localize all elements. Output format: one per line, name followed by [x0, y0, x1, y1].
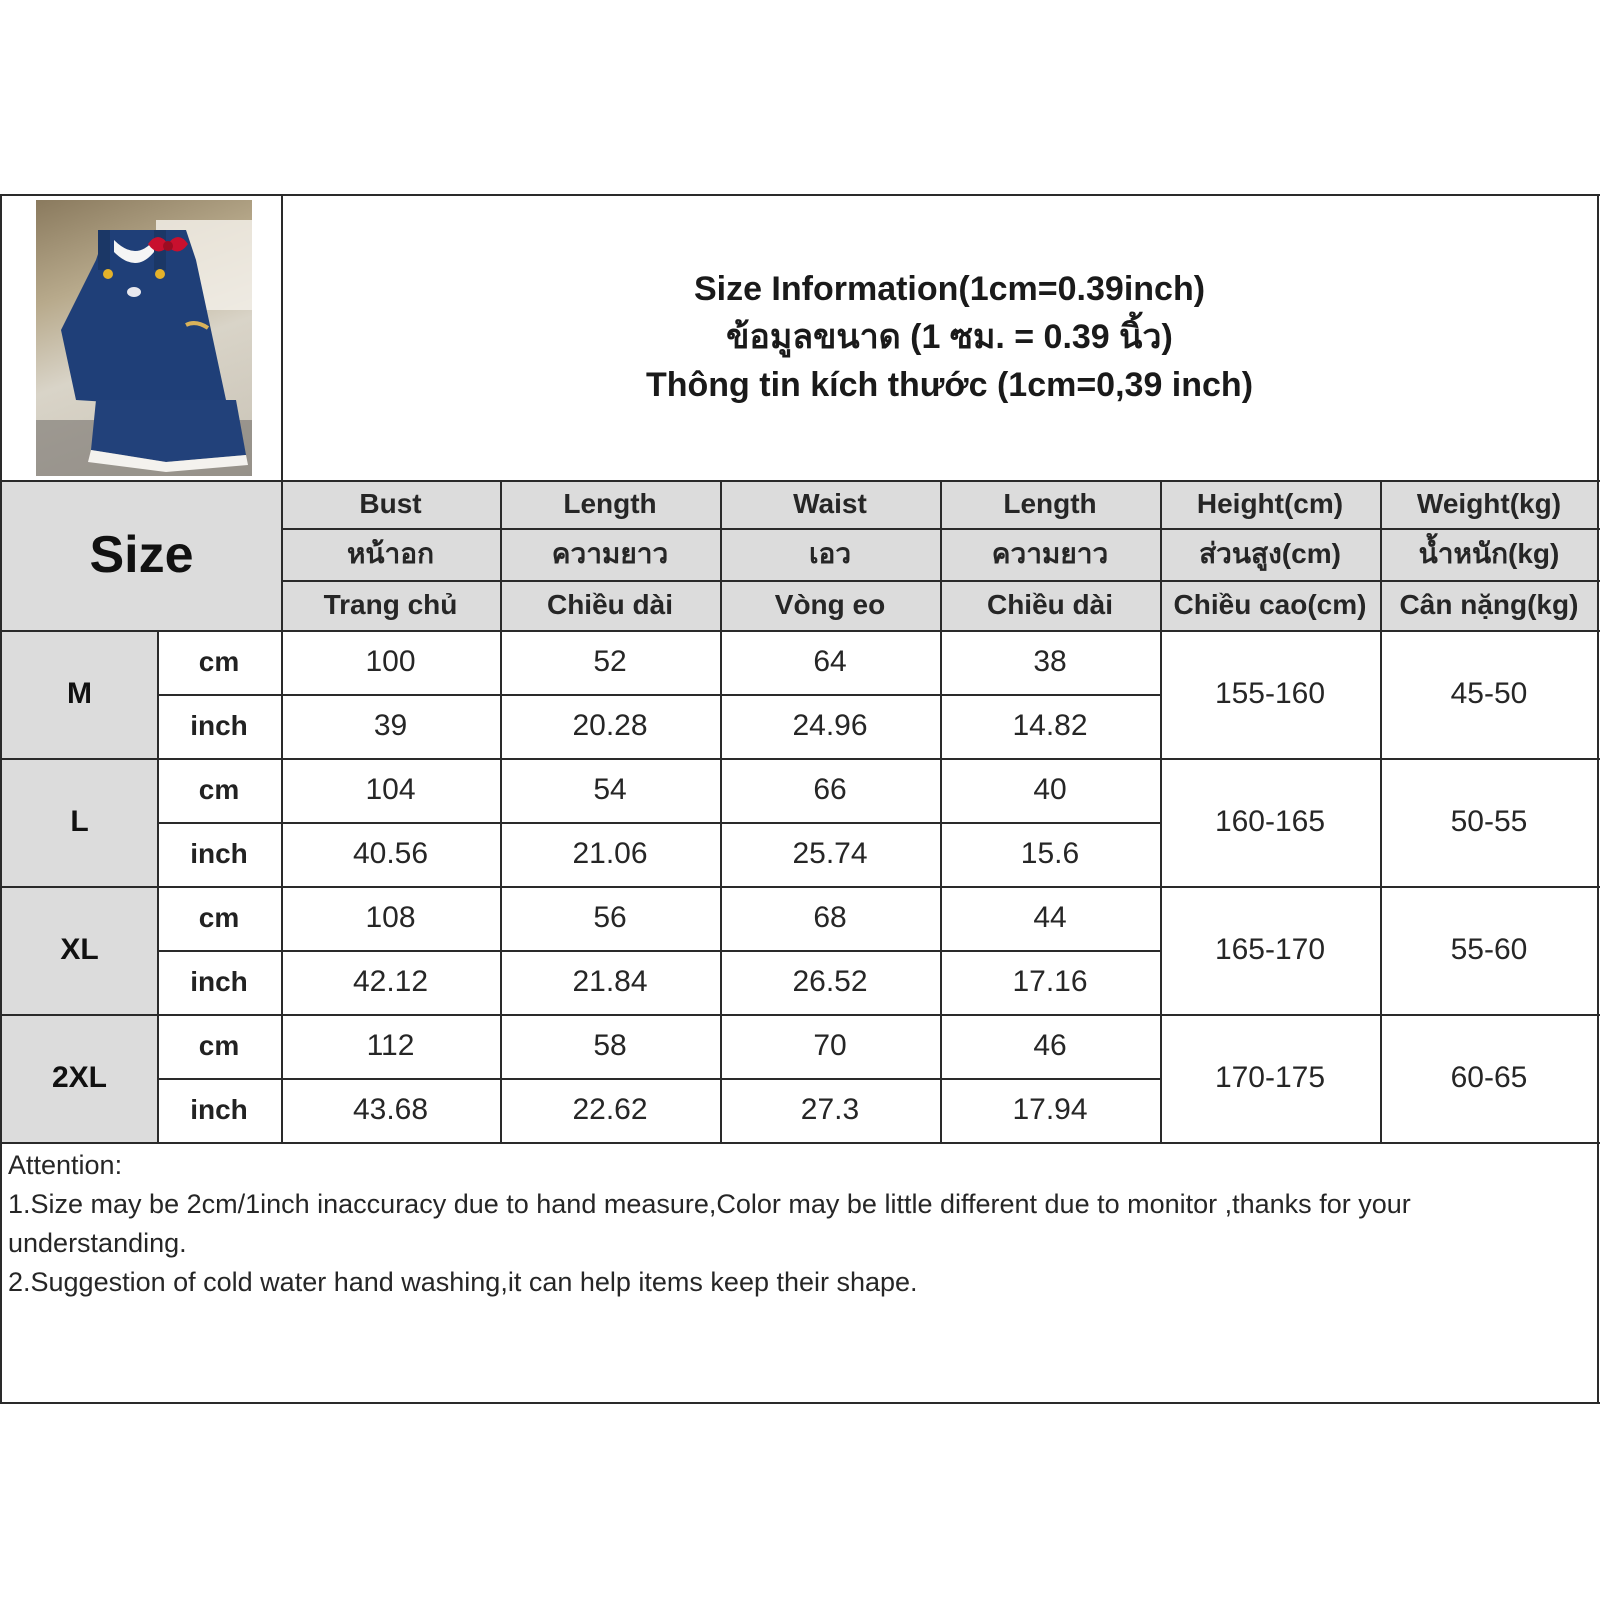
unit-inch: inch [190, 1094, 248, 1125]
size-header: Size [89, 526, 194, 584]
inch-value: 15.6 [1020, 837, 1080, 870]
grid-vline [720, 480, 722, 1142]
grid-vline [940, 480, 942, 1142]
cm-value: 46 [1033, 1029, 1067, 1062]
grid-hline [0, 630, 1600, 632]
column-header-4-th: ความยาว [940, 528, 1160, 580]
grid-hline [0, 1402, 1600, 1404]
column-header-4-vi: Chiều dài [940, 580, 1160, 630]
inch-value: 27.3 [800, 1093, 860, 1126]
weight-range: 60-65 [1450, 1061, 1528, 1094]
grid-hline [157, 1078, 1160, 1080]
grid-vline [0, 194, 2, 1404]
inch-value: 21.06 [572, 837, 648, 870]
note-1: 1.Size may be 2cm/1inch inaccuracy due to hand measure,Color may be little different due to monitor ,thanks for your understanding. [8, 1189, 1411, 1258]
cm-value: 38 [1033, 645, 1067, 678]
inch-value: 24.96 [792, 709, 868, 742]
cm-value: 68 [813, 901, 847, 934]
cm-value: 52 [593, 645, 627, 678]
inch-value: 43.68 [352, 1093, 429, 1126]
inch-value: 22.62 [572, 1093, 648, 1126]
grid-vline [157, 630, 159, 1142]
column-header-5-vi: Chiều cao(cm) [1160, 580, 1380, 630]
column-header-2-en: Length [500, 480, 720, 528]
column-header-5-en: Height(cm) [1160, 480, 1380, 528]
inch-value: 26.52 [792, 965, 868, 998]
cm-value: 54 [593, 773, 627, 806]
cm-value: 108 [365, 901, 416, 934]
column-header-4-en: Length [940, 480, 1160, 528]
inch-value: 14.82 [1012, 709, 1088, 742]
grid-hline [0, 1142, 1600, 1144]
cm-value: 70 [813, 1029, 847, 1062]
unit-cm: cm [198, 1030, 240, 1061]
cm-value: 44 [1033, 901, 1067, 934]
grid-vline [281, 194, 283, 1142]
dress-illustration [36, 200, 252, 476]
inch-value: 40.56 [352, 837, 429, 870]
grid-vline [1380, 480, 1382, 1142]
weight-range: 45-50 [1450, 677, 1528, 710]
cm-value: 56 [593, 901, 627, 934]
size-chart [0, 194, 1600, 1404]
title-vietnamese: Thông tin kích thước (1cm=0,39 inch) [645, 366, 1254, 404]
column-header-1-vi: Trang chủ [281, 580, 500, 630]
unit-cm: cm [198, 646, 240, 677]
inch-value: 21.84 [572, 965, 648, 998]
grid-vline [1597, 194, 1599, 1404]
grid-hline [157, 950, 1160, 952]
size-L: L [2, 758, 157, 886]
title-english: Size Information(1cm=0.39inch) [693, 270, 1206, 308]
grid-hline [0, 758, 1600, 760]
grid-hline [157, 822, 1160, 824]
grid-vline [1160, 480, 1162, 1142]
column-header-1-th: หน้าอก [281, 528, 500, 580]
grid-hline [0, 194, 1600, 196]
grid-hline [157, 694, 1160, 696]
column-header-3-en: Waist [720, 480, 940, 528]
cm-value: 104 [365, 773, 416, 806]
note-2: 2.Suggestion of cold water hand washing,it can help items keep their shape. [8, 1267, 918, 1297]
inch-value: 25.74 [792, 837, 868, 870]
grid-hline [0, 480, 1600, 482]
grid-vline [500, 480, 502, 1142]
height-range: 170-175 [1214, 1061, 1326, 1094]
size-2XL: 2XL [2, 1014, 157, 1142]
cm-value: 112 [366, 1029, 415, 1062]
grid-hline [0, 1014, 1600, 1016]
cm-value: 40 [1033, 773, 1067, 806]
cm-value: 64 [813, 645, 847, 678]
cm-value: 100 [365, 645, 416, 678]
size-header-cell [2, 480, 281, 630]
unit-inch: inch [190, 710, 248, 741]
column-header-5-th: ส่วนสูง(cm) [1160, 528, 1380, 580]
size-XL: XL [2, 886, 157, 1014]
unit-inch: inch [190, 838, 248, 869]
inch-value: 17.94 [1012, 1093, 1088, 1126]
column-header-6-en: Weight(kg) [1380, 480, 1598, 528]
attention-notes [8, 1146, 1593, 1302]
height-range: 155-160 [1214, 677, 1326, 710]
title-block [281, 194, 1598, 480]
column-header-1-en: Bust [281, 480, 500, 528]
grid-hline [0, 886, 1600, 888]
inch-value: 42.12 [352, 965, 429, 998]
notes-heading: Attention: [8, 1150, 123, 1180]
photo-cell [2, 194, 281, 480]
size-M: M [2, 630, 157, 758]
column-header-6-vi: Cân nặng(kg) [1380, 580, 1598, 630]
height-range: 160-165 [1214, 805, 1326, 838]
column-header-2-th: ความยาว [500, 528, 720, 580]
inch-value: 17.16 [1012, 965, 1088, 998]
height-range: 165-170 [1214, 933, 1326, 966]
weight-range: 55-60 [1450, 933, 1528, 966]
product-photo [36, 200, 252, 476]
unit-cm: cm [198, 902, 240, 933]
column-header-6-th: น้ำหนัก(kg) [1380, 528, 1598, 580]
column-header-2-vi: Chiều dài [500, 580, 720, 630]
cm-value: 58 [593, 1029, 627, 1062]
title-thai: ข้อมูลขนาด (1 ซม. = 0.39 นิ้ว) [726, 318, 1173, 356]
unit-cm: cm [198, 774, 240, 805]
inch-value: 39 [373, 709, 408, 742]
inch-value: 20.28 [572, 709, 648, 742]
column-header-3-vi: Vòng eo [720, 580, 940, 630]
unit-inch: inch [190, 966, 248, 997]
weight-range: 50-55 [1450, 805, 1528, 838]
column-header-3-th: เอว [720, 528, 940, 580]
cm-value: 66 [813, 773, 847, 806]
